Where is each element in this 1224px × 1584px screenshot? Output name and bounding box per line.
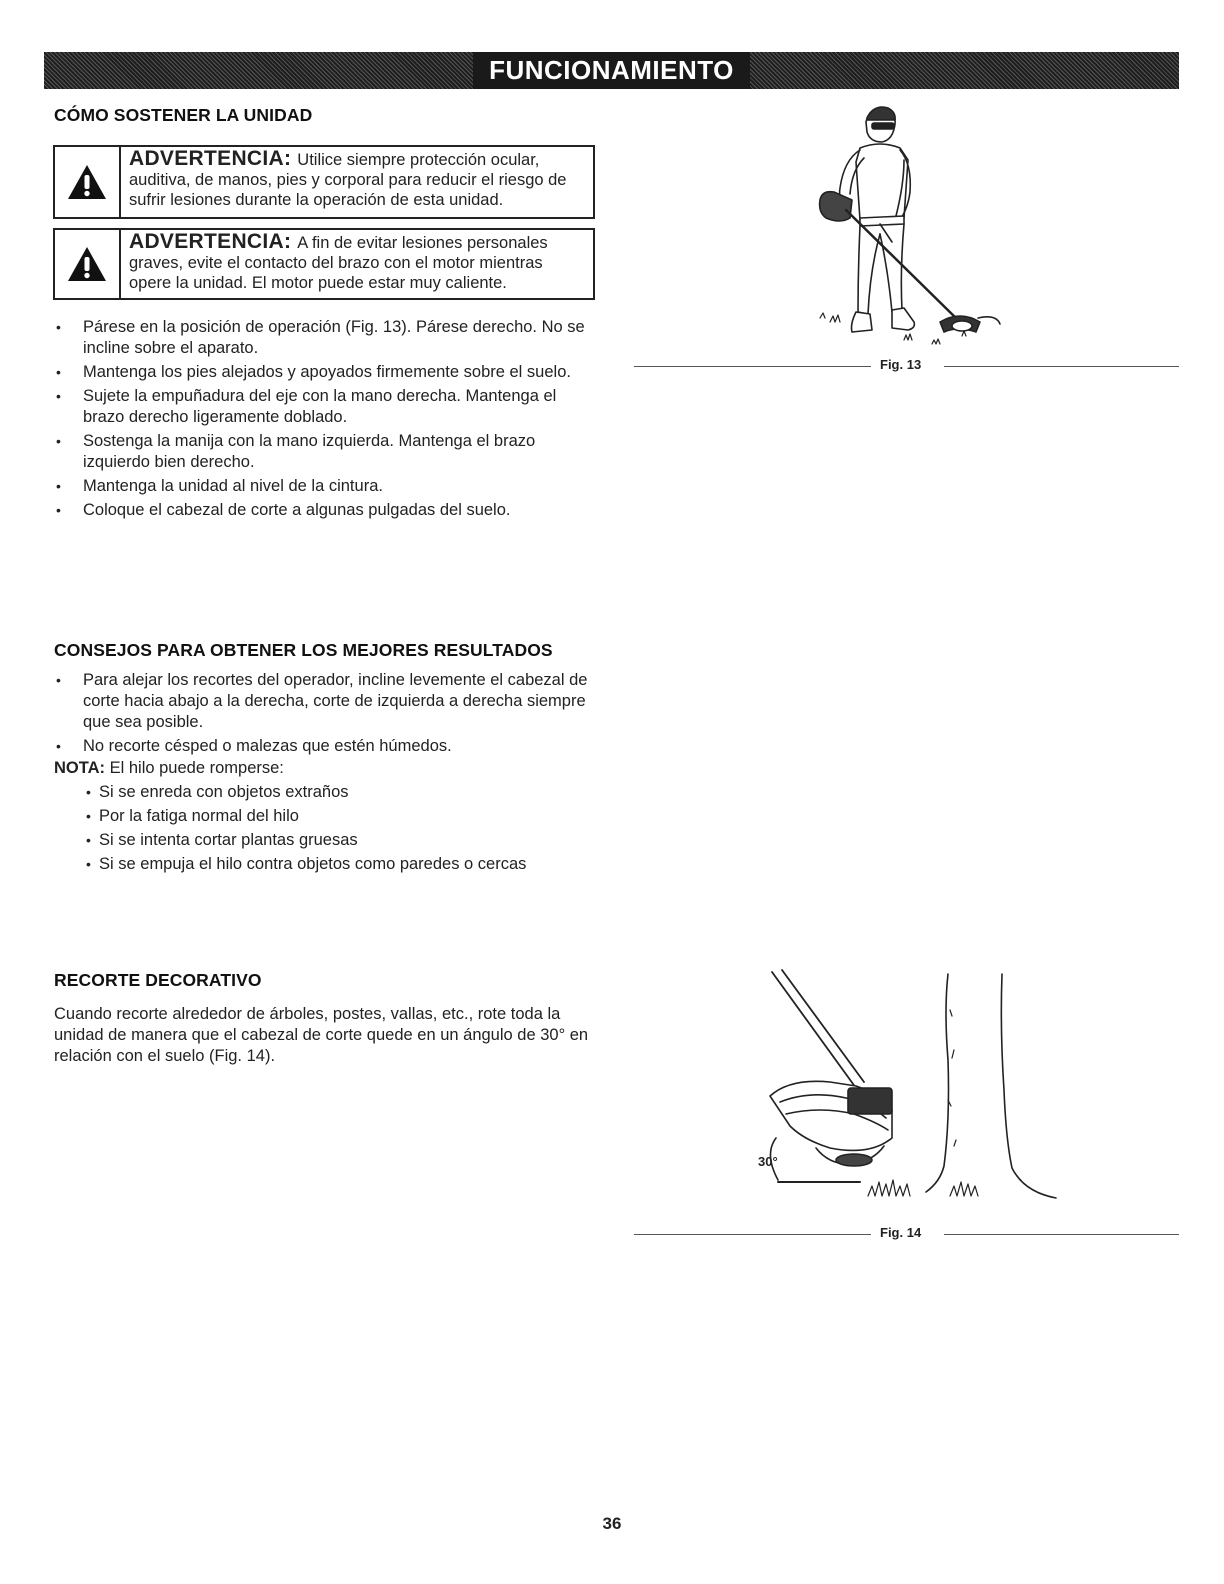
warning-label: ADVERTENCIA:: [129, 147, 292, 170]
list-item: • Si se intenta cortar plantas gruesas: [86, 830, 606, 851]
fig13-label: Fig. 13: [880, 357, 922, 372]
holding-bullet-list: [54, 317, 602, 524]
warning-body: A fin de evitar lesiones personales graves, evite el contacto del brazo con el motor mientras opere la unidad. El motor puede estar muy caliente.: [129, 234, 548, 292]
list-item: • Mantenga la unidad al nivel de la cintura.: [54, 476, 602, 497]
fig14-rule-right: [944, 1234, 1179, 1235]
heading-tips: CONSEJOS PARA OBTENER LOS MEJORES RESULTADOS: [54, 640, 553, 660]
section-banner: [44, 52, 1179, 89]
fig13-rule-left: [634, 366, 871, 367]
warning-icon-box: [55, 230, 121, 298]
heading-decorative: RECORTE DECORATIVO: [54, 970, 262, 990]
fig13-rule-right: [944, 366, 1179, 367]
tips-bullet-list: [54, 670, 602, 760]
warning-triangle-icon: [67, 164, 107, 200]
list-item: • Para alejar los recortes del operador, incline levemente el cabezal de corte hacia abajo a la derecha, corte de izquierda a derecha siempre que sea posible.: [54, 670, 602, 733]
heading-holding: CÓMO SOSTENER LA UNIDAD: [54, 105, 313, 125]
note-label: NOTA:: [54, 759, 106, 777]
section-banner-title: FUNCIONAMIENTO: [473, 52, 750, 89]
warning-body: Utilice siempre protección ocular, auditiva, de manos, pies y corporal para reducir el riesgo de sufrir lesiones durante la operación de esta unidad.: [129, 151, 567, 209]
list-item: • Párese en la posición de operación (Fig. 13). Párese derecho. No se incline sobre el aparato.: [54, 317, 602, 359]
fig14-label: Fig. 14: [880, 1225, 922, 1240]
list-item: • Sujete la empuñadura del eje con la mano derecha. Mantenga el brazo derecho ligeramente doblado.: [54, 386, 602, 428]
fig13-operator-illustration: [800, 100, 1020, 350]
list-item: • Por la fatiga normal del hilo: [86, 806, 606, 827]
warning-box-engine-hot: [53, 228, 595, 300]
list-item: • Coloque el cabezal de corte a algunas pulgadas del suelo.: [54, 500, 602, 521]
list-item: • Sostenga la manija con la mano izquierda. Mantenga el brazo izquierdo bien derecho.: [54, 431, 602, 473]
decorative-paragraph: Cuando recorte alrededor de árboles, postes, vallas, etc., rote toda la unidad de manera que el cabezal de corte quede en un ángulo de 30° en relación con el suelo (Fig. 14).: [54, 1005, 589, 1065]
fig14-rule-left: [634, 1234, 871, 1235]
fig14-angle-label: 30°: [758, 1154, 778, 1169]
note-line: [54, 758, 284, 779]
warning-icon-box: [55, 147, 121, 217]
list-item: • Mantenga los pies alejados y apoyados firmemente sobre el suelo.: [54, 362, 602, 383]
list-item: • Si se empuja el hilo contra objetos como paredes o cercas: [86, 854, 606, 875]
list-item: • Si se enreda con objetos extraños: [86, 782, 606, 803]
warning-text: [121, 147, 593, 217]
warning-triangle-icon: [67, 246, 107, 282]
page-number: 36: [602, 1514, 622, 1533]
list-item: • No recorte césped o malezas que estén húmedos.: [54, 736, 602, 757]
note-sub-list: [86, 782, 606, 878]
warning-label: ADVERTENCIA:: [129, 230, 292, 253]
note-text: El hilo puede romperse:: [109, 759, 284, 777]
warning-box-protection: [53, 145, 595, 219]
warning-text: [121, 230, 593, 298]
fig14-trimming-tree-illustration: [750, 970, 1070, 1210]
